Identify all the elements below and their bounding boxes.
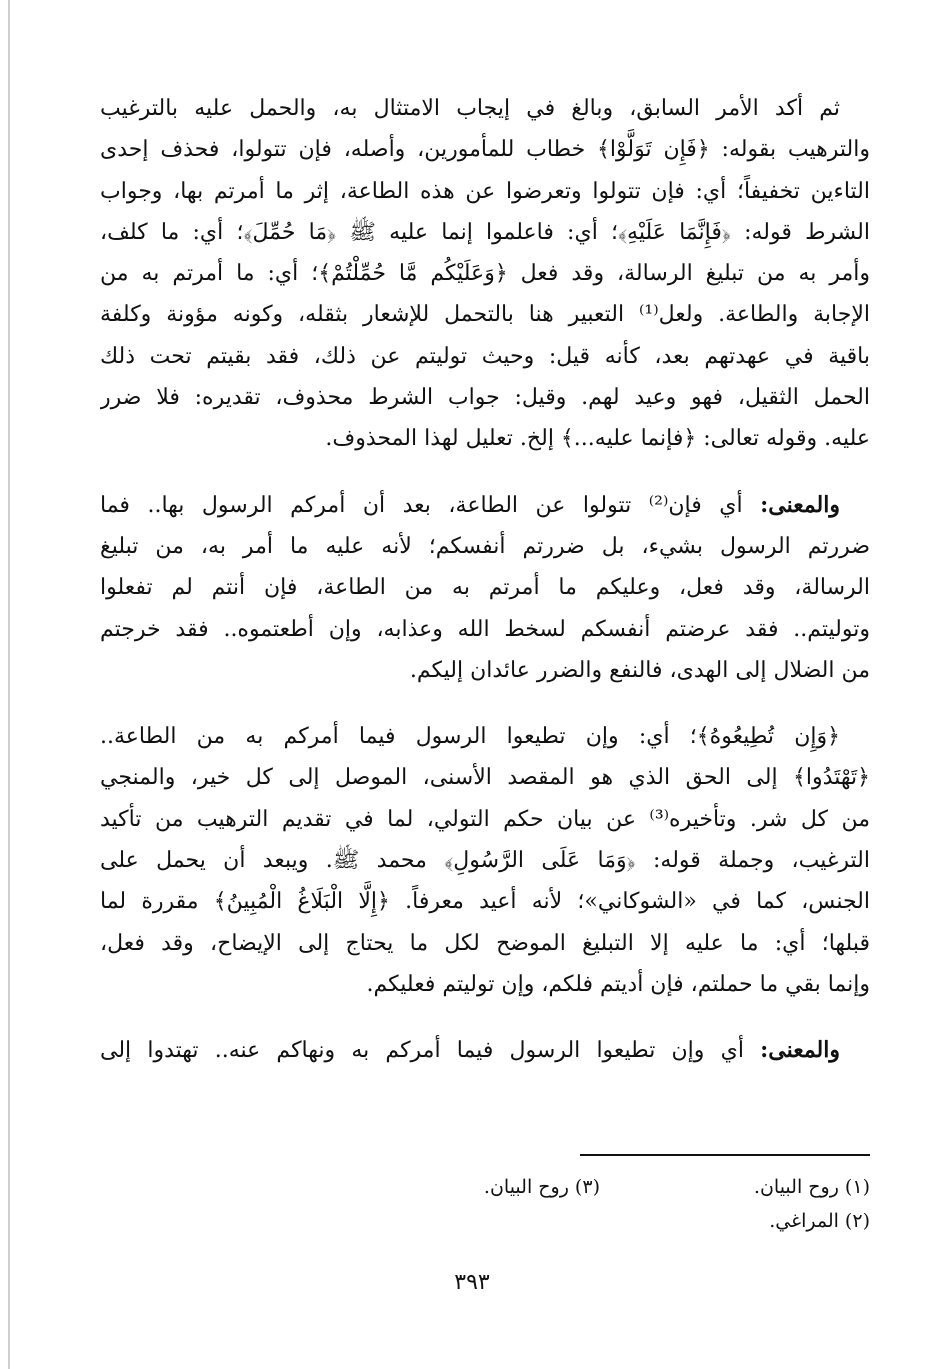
footnote-row (330, 1170, 870, 1204)
footnote-row (330, 1204, 870, 1238)
paragraph-line: من الضلال إلى الهدى، فالنفع والضرر عائدان إليكم. (409, 657, 870, 683)
paragraph-line: التاءين تخفيفاً؛ أي: فإن تتولوا وتعرضوا عن هذه الطاعة، إثر ما أمرتم بها، وجواب (100, 178, 870, 204)
footnote-1: (١) روح البيان. (753, 1176, 870, 1198)
paragraph-line: عليه. وقوله تعالى: ﴿فإنما عليه...﴾ إلخ. تعليل لهذا المحذوف. (325, 426, 870, 452)
paragraph-line-text: أي وإن تطيعوا الرسول فيما أمركم به ونهاكم عنه.. تهتدوا إلى (100, 1038, 761, 1064)
page-edge-line (8, 0, 10, 1369)
paragraph-3 (100, 716, 870, 1005)
paragraph-line: الإجابة والطاعة. ولعل⁽¹⁾ التعبير هنا بالتحمل للإشعار بثقله، وكونه مؤونة وكلفة (100, 302, 870, 328)
paragraph-line: الترغيب، وجملة قوله: ﴿وَمَا عَلَى الرَّسُولِ﴾ محمد ﷺ. ويبعد أن يحمل على (100, 848, 870, 874)
paragraph-line: ﴿تَهْتَدُوا﴾ إلى الحق الذي هو المقصد الأسنى، الموصل إلى كل خير، والمنجي (100, 765, 870, 791)
footnotes (330, 1170, 870, 1238)
page-number: ٣٩٣ (454, 1270, 490, 1295)
paragraph-line: ﴿وَإِن تُطِيعُوهُ﴾؛ أي: وإن تطيعوا الرسول فيما أمركم به من الطاعة.. (100, 724, 840, 750)
paragraph-line: من كل شر. وتأخيره⁽³⁾ عن بيان حكم التولي، لما في تقديم الترهيب من تأكيد (100, 806, 870, 832)
paragraph-line: ضررتم الرسول بشيء، بل ضررتم أنفسكم؛ لأنه عليه ما أمر به، من تبليغ (100, 533, 870, 559)
meaning-lead: والمعنى: (760, 1037, 840, 1064)
paragraph-line (100, 1030, 870, 1071)
paragraph-2 (100, 485, 870, 691)
paragraph-line: الحمل الثقيل، فهو وعيد لهم. وقيل: جواب الشرط محذوف، تقديره: فلا ضرر (100, 385, 870, 411)
meaning-lead: والمعنى: (760, 491, 840, 518)
paragraph-line: الجنس، كما في «الشوكاني»؛ لأنه أعيد معرفاً. ﴿إِلَّا الْبَلَاغُ الْمُبِينُ﴾ مقررة لما (100, 889, 870, 915)
paragraph-line: وتوليتم.. فقد عرضتم أنفسكم لسخط الله وعذابه، وإن أطعتموه.. فقد خرجتم (100, 616, 870, 642)
paragraph-line: الشرط قوله: ﴿فَإِنَّمَا عَلَيْهِ﴾؛ أي: فاعلموا إنما عليه ﷺ ﴿مَا حُمِّلَ﴾؛ أي: ما كلف، (100, 219, 870, 245)
footnote-3: (٣) روح البيان. (483, 1176, 600, 1198)
paragraph-line: وأمر به من تبليغ الرسالة، وقد فعل ﴿وَعَلَيْكُم مَّا حُمِّلْتُمْ﴾؛ أي: ما أمرتم به من (100, 261, 870, 287)
page-body (100, 88, 870, 1072)
paragraph-1 (100, 88, 870, 460)
paragraph-line: قبلها؛ أي: ما عليه إلا التبليغ الموضح لكل ما يحتاج إلى الإيضاح، وقد فعل، (100, 930, 870, 956)
footnote-separator (580, 1154, 870, 1156)
paragraph-line: وإنما بقي ما حملتم، فإن أديتم فلكم، وإن توليتم فعليكم. (366, 971, 870, 997)
paragraph-line-text: أي فإن⁽²⁾ تتولوا عن الطاعة، بعد أن أمركم الرسول بها.. فما (100, 492, 761, 518)
paragraph-line: باقية في عهدتهم بعد، كأنه قيل: وحيث توليتم عن ذلك، فقد بقيتم تحت ذلك (100, 343, 870, 369)
paragraph-line: الرسالة، وقد فعل، وعليكم ما أمرتم به من الطاعة، فإن أنتم لم تفعلوا (100, 575, 870, 601)
paragraph-4 (100, 1030, 870, 1071)
paragraph-line: والترهيب بقوله: ﴿فَإِن تَوَلَّوْا﴾ خطاب للمأمورين، وأصله، فإن تتولوا، فحذف إحدى (100, 137, 870, 163)
paragraph-line: ثم أكد الأمر السابق، وبالغ في إيجاب الامتثال به، والحمل عليه بالترغيب (100, 96, 840, 121)
footnote-2: (٢) المراغي. (769, 1210, 870, 1232)
paragraph-line (100, 485, 870, 526)
footnote-empty (330, 1204, 600, 1238)
